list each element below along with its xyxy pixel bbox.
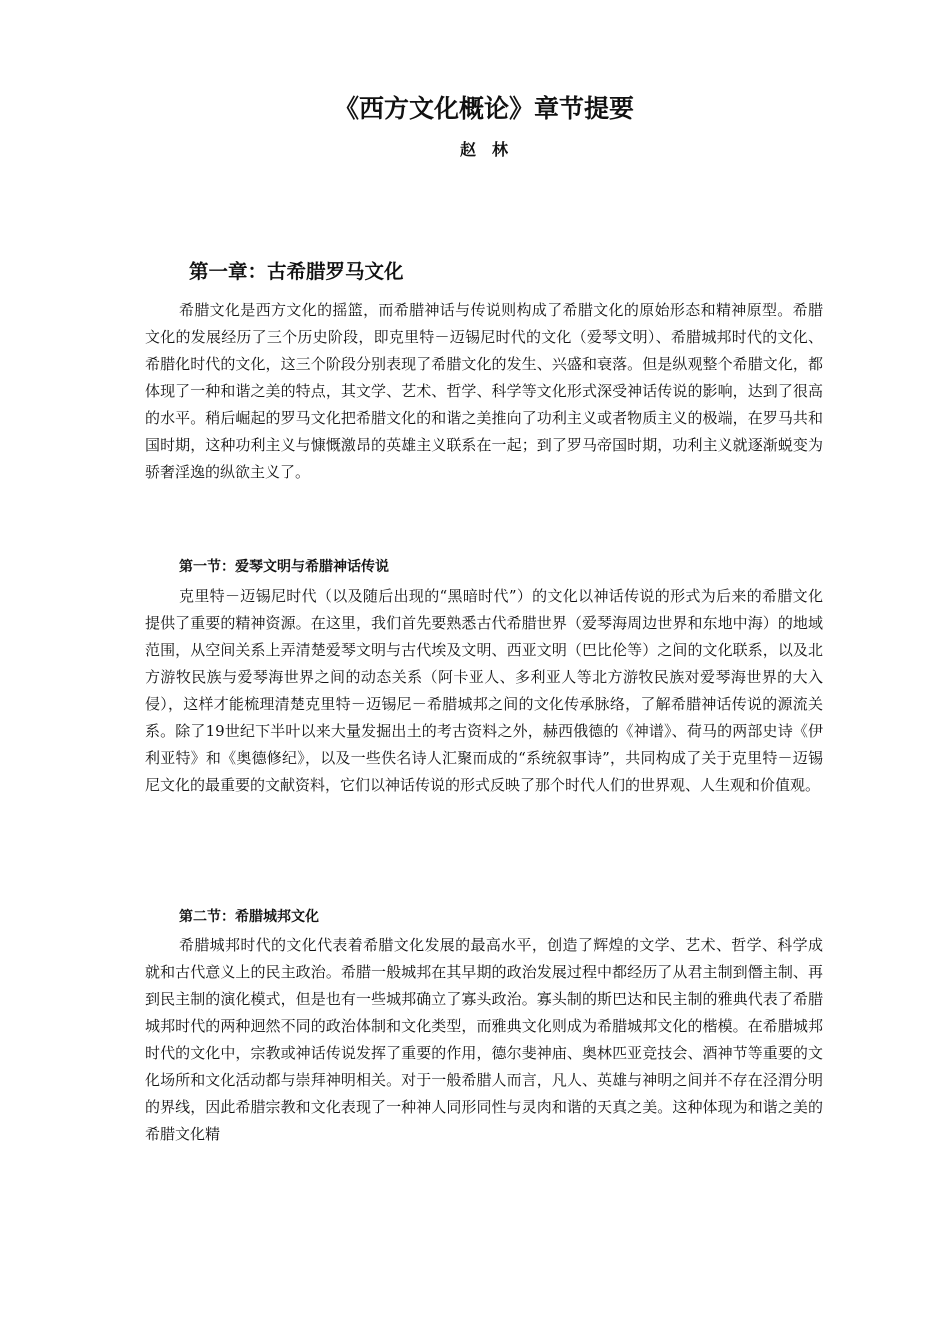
section-title-2: 第二节：希腊城邦文化: [179, 909, 319, 925]
chapter-title: 第一章：古希腊罗马文化: [189, 260, 404, 283]
section-1-paragraph: 克里特－迈锡尼时代（以及随后出现的“黑暗时代”）的文化以神话传说的形式为后来的希腊文化提供了重要的精神资源。在这里，我们首先要熟悉古代希腊世界（爱琴海周边世界和东地中海）的地域范围，从空间关系上弄清楚爱琴文明与古代埃及文明、西亚文明（巴比伦等）之间的文化联系，以及北方游牧民族与爱琴海世界之间的动态关系（阿卡亚人、多利亚人等北方游牧民族对爱琴海世界的大入侵），这样才能梳理清楚克里特－迈锡尼－希腊城邦之间的文化传承脉络，了解希腊神话传说的源流关系。除了19世纪下半叶以来大量发掘出土的考古资料之外，赫西俄德的《神谱》、荷马的两部史诗《伊利亚特》和《奥德修纪》，以及一些佚名诗人汇聚而成的“系统叙事诗”，共同构成了关于克里特－迈锡尼文化的最重要的文献资料，它们以神话传说的形式反映了那个时代人们的世界观、人生观和价值观。: [145, 587, 823, 794]
section-2-paragraph: 希腊城邦时代的文化代表着希腊文化发展的最高水平，创造了辉煌的文学、艺术、哲学、科学成就和古代意义上的民主政治。希腊一般城邦在其早期的政治发展过程中都经历了从君主制到僭主制、再到民主制的演化模式，但是也有一些城邦确立了寡头政治。寡头制的斯巴达和民主制的雅典代表了希腊城邦时代的两种迥然不同的政治体制和文化类型，而雅典文化则成为希腊城邦文化的楷模。在希腊城邦时代的文化中，宗教或神话传说发挥了重要的作用，德尔斐神庙、奥林匹亚竞技会、酒神节等重要的文化场所和文化活动都与崇拜神明相关。对于一般希腊人而言，凡人、英雄与神明之间并不存在泾渭分明的界线，因此希腊宗教和文化表现了一种神人同形同性与灵肉和谐的天真之美。这种体现为和谐之美的希腊文化精: [145, 936, 823, 1143]
document-title: 《西方文化概论》章节提要: [333, 94, 634, 123]
chapter-intro-paragraph: 希腊文化是西方文化的摇篮，而希腊神话与传说则构成了希腊文化的原始形态和精神原型。希腊文化的发展经历了三个历史阶段，即克里特－迈锡尼时代的文化（爱琴文明）、希腊城邦时代的文化、希腊化时代的文化，这三个阶段分别表现了希腊文化的发生、兴盛和衰落。但是纵观整个希腊文化，都体现了一种和谐之美的特点，其文学、艺术、哲学、科学等文化形式深受神话传说的影响，达到了很高的水平。稍后崛起的罗马文化把希腊文化的和谐之美推向了功利主义或者物质主义的极端，在罗马共和国时期，这种功利主义与慷慨激昂的英雄主义联系在一起；到了罗马帝国时期，功利主义就逐渐蜕变为骄奢淫逸的纵欲主义了。: [145, 301, 823, 481]
document-author: 赵林: [459, 140, 524, 159]
section-title-1: 第一节：爱琴文明与希腊神话传说: [179, 559, 389, 575]
